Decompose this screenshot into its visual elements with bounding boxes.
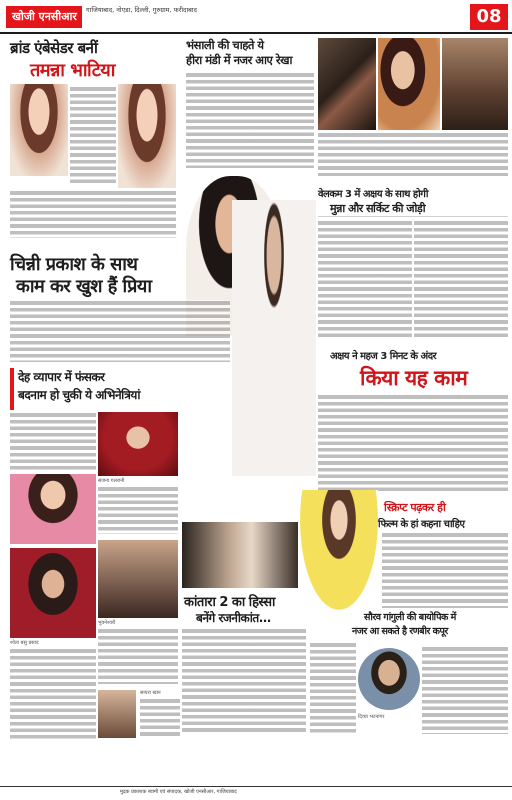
actress-photo-1	[98, 412, 178, 476]
akshay-headline-2: किया यह काम	[360, 366, 468, 390]
section-marker	[10, 368, 14, 410]
rekha-story-body-2	[318, 132, 508, 176]
priya-headline-1: चिन्नी प्रकाश के साथ	[10, 254, 138, 275]
racket-headline-2: बदनाम हो चुकी ये अभिनेत्रियां	[18, 388, 140, 402]
rekha-headline-1: भंसाली की चाहते ये	[186, 38, 264, 52]
actress-photo-4	[98, 540, 178, 618]
actress-photo-2	[10, 474, 96, 544]
tamanna-photo-2	[118, 84, 176, 188]
welcome-story-body-1	[318, 220, 412, 340]
welcome-rule	[318, 216, 508, 217]
racket-story-body-2	[98, 486, 178, 534]
footer-rule	[0, 786, 512, 787]
rajnikant-photo	[182, 522, 298, 588]
script-headline-2: फिल्म के हां कहना चाहिए	[378, 519, 465, 530]
akshay-photo	[232, 200, 316, 476]
priya-headline-2: काम कर खुश हैं प्रिया	[16, 276, 152, 297]
tamanna-story-body	[70, 86, 116, 186]
actress-photo-3	[10, 548, 96, 638]
rajni-headline-2: बनेंगे रजनीकांत...	[196, 611, 271, 625]
actors-photo	[442, 38, 508, 130]
ranbir-photo	[358, 648, 420, 710]
racket-headline-1: देह व्यापार में फंसकर	[18, 370, 105, 384]
akshay-headline-1: अक्षय ने महज 3 मिनट के अंदर	[330, 351, 437, 362]
welcome-headline-2: मुन्ना और सर्किट की जोड़ी	[330, 202, 426, 215]
rekha-photo	[378, 38, 440, 130]
tamanna-photo	[10, 84, 68, 176]
caption-2: श्वेता बसु प्रसाद	[10, 640, 39, 646]
ranbir-headline-2: नजर आ सकते है रणबीर कपूर	[352, 626, 448, 637]
ranbir-story-body-1	[310, 642, 356, 734]
script-headline-1: स्क्रिप्ट पढ़कर ही	[384, 501, 446, 514]
page-header	[0, 0, 512, 34]
rajni-story-body	[182, 628, 306, 734]
racket-story-body-1	[10, 412, 96, 472]
rekha-story-body	[186, 72, 314, 168]
footer-imprint: मुद्रक प्रकाशक स्वामी एवं संपादक, खोजी एनसीआर, गाजियाबाद	[120, 789, 237, 795]
tamanna-headline-1: ब्रांड एंबेसेडर बनीं	[10, 39, 98, 57]
akshay-story-body	[318, 394, 508, 494]
masthead: खोजी एनसीआर	[6, 6, 82, 28]
actress-photo-5	[98, 690, 136, 738]
script-story-body	[382, 532, 508, 608]
dateline: गाजियाबाद, नोएडा, दिल्ली, गुरुग्राम, फरीदाबाद	[86, 6, 198, 14]
welcome-headline-1: वेलकम 3 में अक्षय के साथ होगी	[318, 189, 428, 200]
priya-story-body	[10, 300, 230, 362]
caption-4: सायरा खान	[140, 690, 161, 696]
caption-3: भुवनेश्वरी	[98, 620, 116, 626]
header-rule	[0, 32, 512, 34]
racket-story-body-5	[140, 698, 180, 738]
racket-story-body-3	[10, 648, 96, 740]
caption-5: दिव्या भटनागर	[358, 714, 385, 720]
caption-1: संजना गलरानी	[98, 478, 125, 484]
ranbir-headline-1: सौरव गांगुली की बायोपिक में	[364, 612, 456, 623]
rajni-headline-1: कांतारा 2 का हिस्सा	[184, 595, 275, 610]
tamanna-story-body-2	[10, 190, 176, 238]
welcome-story-body-2	[414, 220, 508, 340]
tamanna-headline-2: तमन्ना भाटिया	[30, 60, 115, 81]
ranbir-story-body-2	[422, 646, 508, 734]
yami-photo	[300, 490, 378, 610]
rekha-headline-2: हीरा मंडी में नजर आए रेखा	[186, 53, 292, 67]
bhansali-photo	[318, 38, 376, 130]
racket-story-body-4	[98, 628, 178, 684]
page-number: 08	[470, 4, 508, 30]
